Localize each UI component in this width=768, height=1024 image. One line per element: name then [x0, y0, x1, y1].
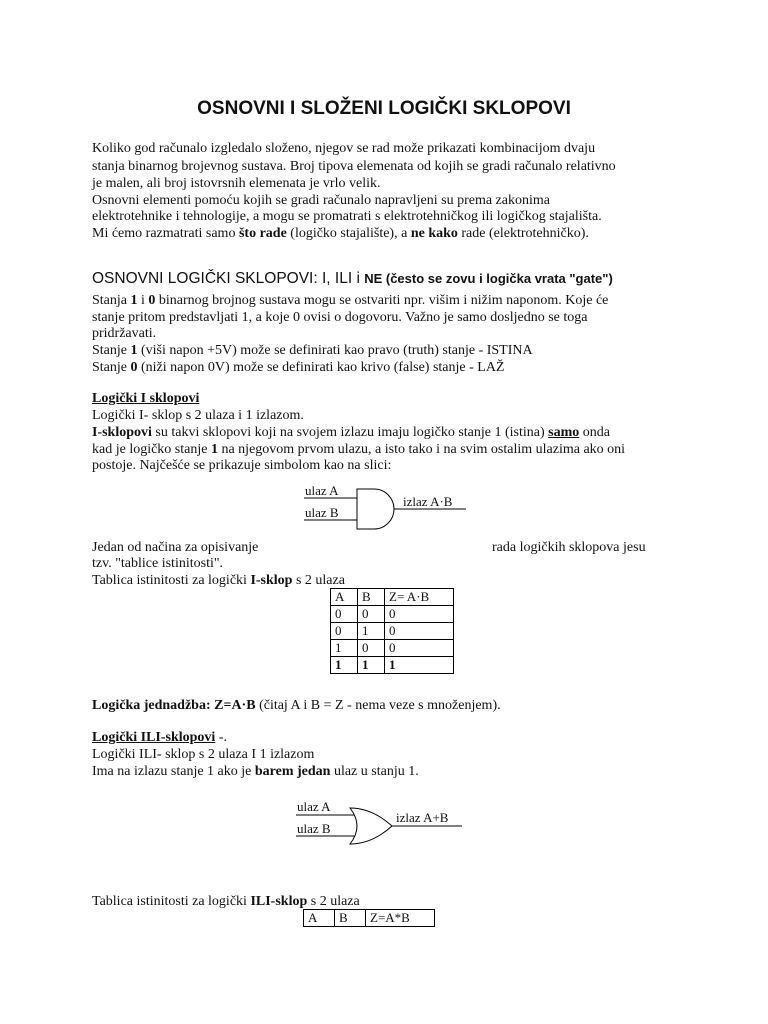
- text: kad je logičko stanje: [92, 442, 211, 457]
- and-gate-diagram: [290, 478, 480, 534]
- or-gate-output-label: izlaz A+B: [396, 810, 449, 825]
- or-gate-input-a-label: ulaz A: [297, 799, 331, 814]
- equation-bold: Logička jednadžba: Z=A·B: [92, 698, 256, 713]
- or-gate-diagram: [282, 796, 472, 852]
- or-gate-input-b-label: ulaz B: [297, 821, 331, 836]
- text: Stanja: [92, 293, 131, 308]
- or-line-2: [92, 763, 419, 780]
- text: i: [137, 293, 149, 308]
- table-cell: 0: [358, 640, 385, 657]
- intro-line-3: je malen, ali broj istovrsnih elemenata je vrlo velik.: [92, 176, 381, 191]
- table-cell: 1: [358, 657, 385, 674]
- table-cell: 1: [358, 623, 385, 640]
- and-truth-table: [330, 588, 454, 674]
- section-line-4: [92, 342, 533, 359]
- and-line-3: [92, 441, 625, 458]
- bold-one: 1: [130, 293, 138, 308]
- intro-line-1: Koliko god računalo izgledalo složeno, njegov se rad može prikazati kombinacijom dvaju: [92, 141, 596, 156]
- table-row: [331, 640, 454, 657]
- desc-right: rada logičkih sklopova jesu: [492, 540, 646, 555]
- and-equation: [92, 697, 501, 714]
- table-cell: 0: [358, 606, 385, 623]
- text: Stanje: [92, 343, 131, 358]
- table-cell: 0: [385, 623, 454, 640]
- text: -.: [215, 730, 227, 745]
- text: (viši napon +5V) može se definirati kao pravo (truth) stanje - ISTINA: [137, 343, 533, 358]
- table-header-cell: Z= A·B: [385, 589, 454, 606]
- table-cell: 1: [331, 657, 358, 674]
- bold-term: I-sklopovi: [92, 425, 152, 440]
- text: Stanje: [92, 360, 131, 375]
- table-header-cell: B: [358, 589, 385, 606]
- section-line-5: [92, 359, 504, 376]
- table-header-row: [331, 589, 454, 606]
- and-heading: [92, 390, 199, 407]
- and-gate-input-a-label: ulaz A: [305, 483, 339, 498]
- intro-line-2: stanja binarnog brojevnog sustava. Broj tipova elemenata od kojih se gradi računalo relativno: [92, 159, 616, 174]
- and-line-4: postoje. Najčešće se prikazuje simbolom kao na slici:: [92, 458, 392, 473]
- table-cell: 0: [385, 640, 454, 657]
- or-gate-icon: [350, 808, 392, 844]
- intro-bold-what: što rade: [238, 226, 287, 241]
- bold-zero: 0: [130, 360, 138, 375]
- section-line-2: stanje pritom predstavljati 1, a koje 0 ovisi o dogovoru. Važno je samo dosljedno se toga: [92, 310, 588, 325]
- section-heading-main: OSNOVNI LOGIČKI SKLOPOVI: I, ILI i: [92, 270, 365, 287]
- and-gate-input-b-label: ulaz B: [305, 505, 339, 520]
- text: binarnog brojnog sustava mogu se ostvariti npr. višim i nižim naponom. Koje će: [155, 293, 609, 308]
- table-header-cell: A: [304, 910, 335, 927]
- text: Tablica istinitosti za logički: [92, 573, 251, 588]
- or-truth-table: [303, 909, 435, 927]
- intro-line-4: Osnovni elementi pomoću kojih se gradi računalo napravljeni su prema zakonima: [92, 193, 550, 208]
- table-row: [331, 623, 454, 640]
- text: Tablica istinitosti za logički: [92, 894, 251, 909]
- text: na njegovom prvom ulazu, a isto tako i na svim ostalim ulazima ako oni: [217, 442, 626, 457]
- page-title: OSNOVNI I SLOŽENI LOGIČKI SKLOPOVI: [197, 98, 571, 119]
- section-heading-note: NE (često se zovu i logička vrata "gate"): [364, 271, 613, 286]
- or-line-1: Logički ILI- sklop s 2 ulaza I 1 izlazom: [92, 747, 315, 762]
- or-table-caption: [92, 893, 360, 910]
- table-row: [331, 606, 454, 623]
- section-line-3: pridržavati.: [92, 326, 157, 341]
- intro-text: Mi ćemo razmatrati samo: [92, 226, 239, 241]
- text: s 2 ulaza: [292, 573, 345, 588]
- intro-text: (logičko stajalište), a: [286, 226, 411, 241]
- intro-bold-how: ne kako: [410, 226, 458, 241]
- table-cell: 1: [385, 657, 454, 674]
- text: Ima na izlazu stanje 1 ako je: [92, 764, 255, 779]
- bold-at-least-one: barem jedan: [254, 764, 331, 779]
- text: (čitaj A i B = Z - nema veze s množenjem).: [255, 698, 501, 713]
- and-heading-text: Logički I sklopovi: [92, 391, 200, 406]
- text: ulaz u stanju 1.: [330, 764, 419, 779]
- bold-one: 1: [210, 442, 218, 457]
- and-gate-output-label: izlaz A·B: [403, 494, 453, 509]
- table-cell: 0: [385, 606, 454, 623]
- table-row: [331, 657, 454, 674]
- table-cell: 0: [331, 606, 358, 623]
- bold-one: 1: [130, 343, 138, 358]
- text: s 2 ulaza: [307, 894, 360, 909]
- table-header-row: [304, 910, 435, 927]
- intro-line-6: [92, 225, 589, 242]
- table-cell: 0: [331, 623, 358, 640]
- text: (niži napon 0V) može se definirati kao krivo (false) stanje - LAŽ: [137, 360, 505, 375]
- text: su takvi sklopovi koji na svojem izlazu imaju logičko stanje 1 (istina): [151, 425, 549, 440]
- desc-line-2: tzv. "tablice istinitosti".: [92, 556, 224, 571]
- and-gate-icon: [357, 489, 394, 529]
- or-heading: [92, 729, 227, 746]
- section-heading: [92, 270, 613, 288]
- table-cell: 1: [331, 640, 358, 657]
- text: onda: [579, 425, 610, 440]
- intro-line-5: elektrotehnike i tehnologije, a mogu se promatrati s elektrotehničkog ili logičkog stajališta.: [92, 209, 602, 224]
- bold-term: I-sklop: [250, 573, 293, 588]
- and-table-caption: [92, 572, 345, 589]
- or-heading-text: Logički ILI-sklopovi: [92, 730, 216, 745]
- table-header-cell: A: [331, 589, 358, 606]
- desc-left: Jedan od načina za opisivanje: [92, 540, 259, 555]
- table-header-cell: Z=A*B: [366, 910, 435, 927]
- and-line-1: Logički I- sklop s 2 ulaza i 1 izlazom.: [92, 408, 304, 423]
- section-line-1: [92, 292, 608, 309]
- bold-zero: 0: [148, 293, 156, 308]
- bold-term: ILI-sklop: [250, 894, 308, 909]
- and-line-2: [92, 424, 610, 441]
- intro-text: rade (elektrotehničko).: [457, 226, 589, 241]
- table-header-cell: B: [335, 910, 366, 927]
- bold-only: samo: [548, 425, 580, 440]
